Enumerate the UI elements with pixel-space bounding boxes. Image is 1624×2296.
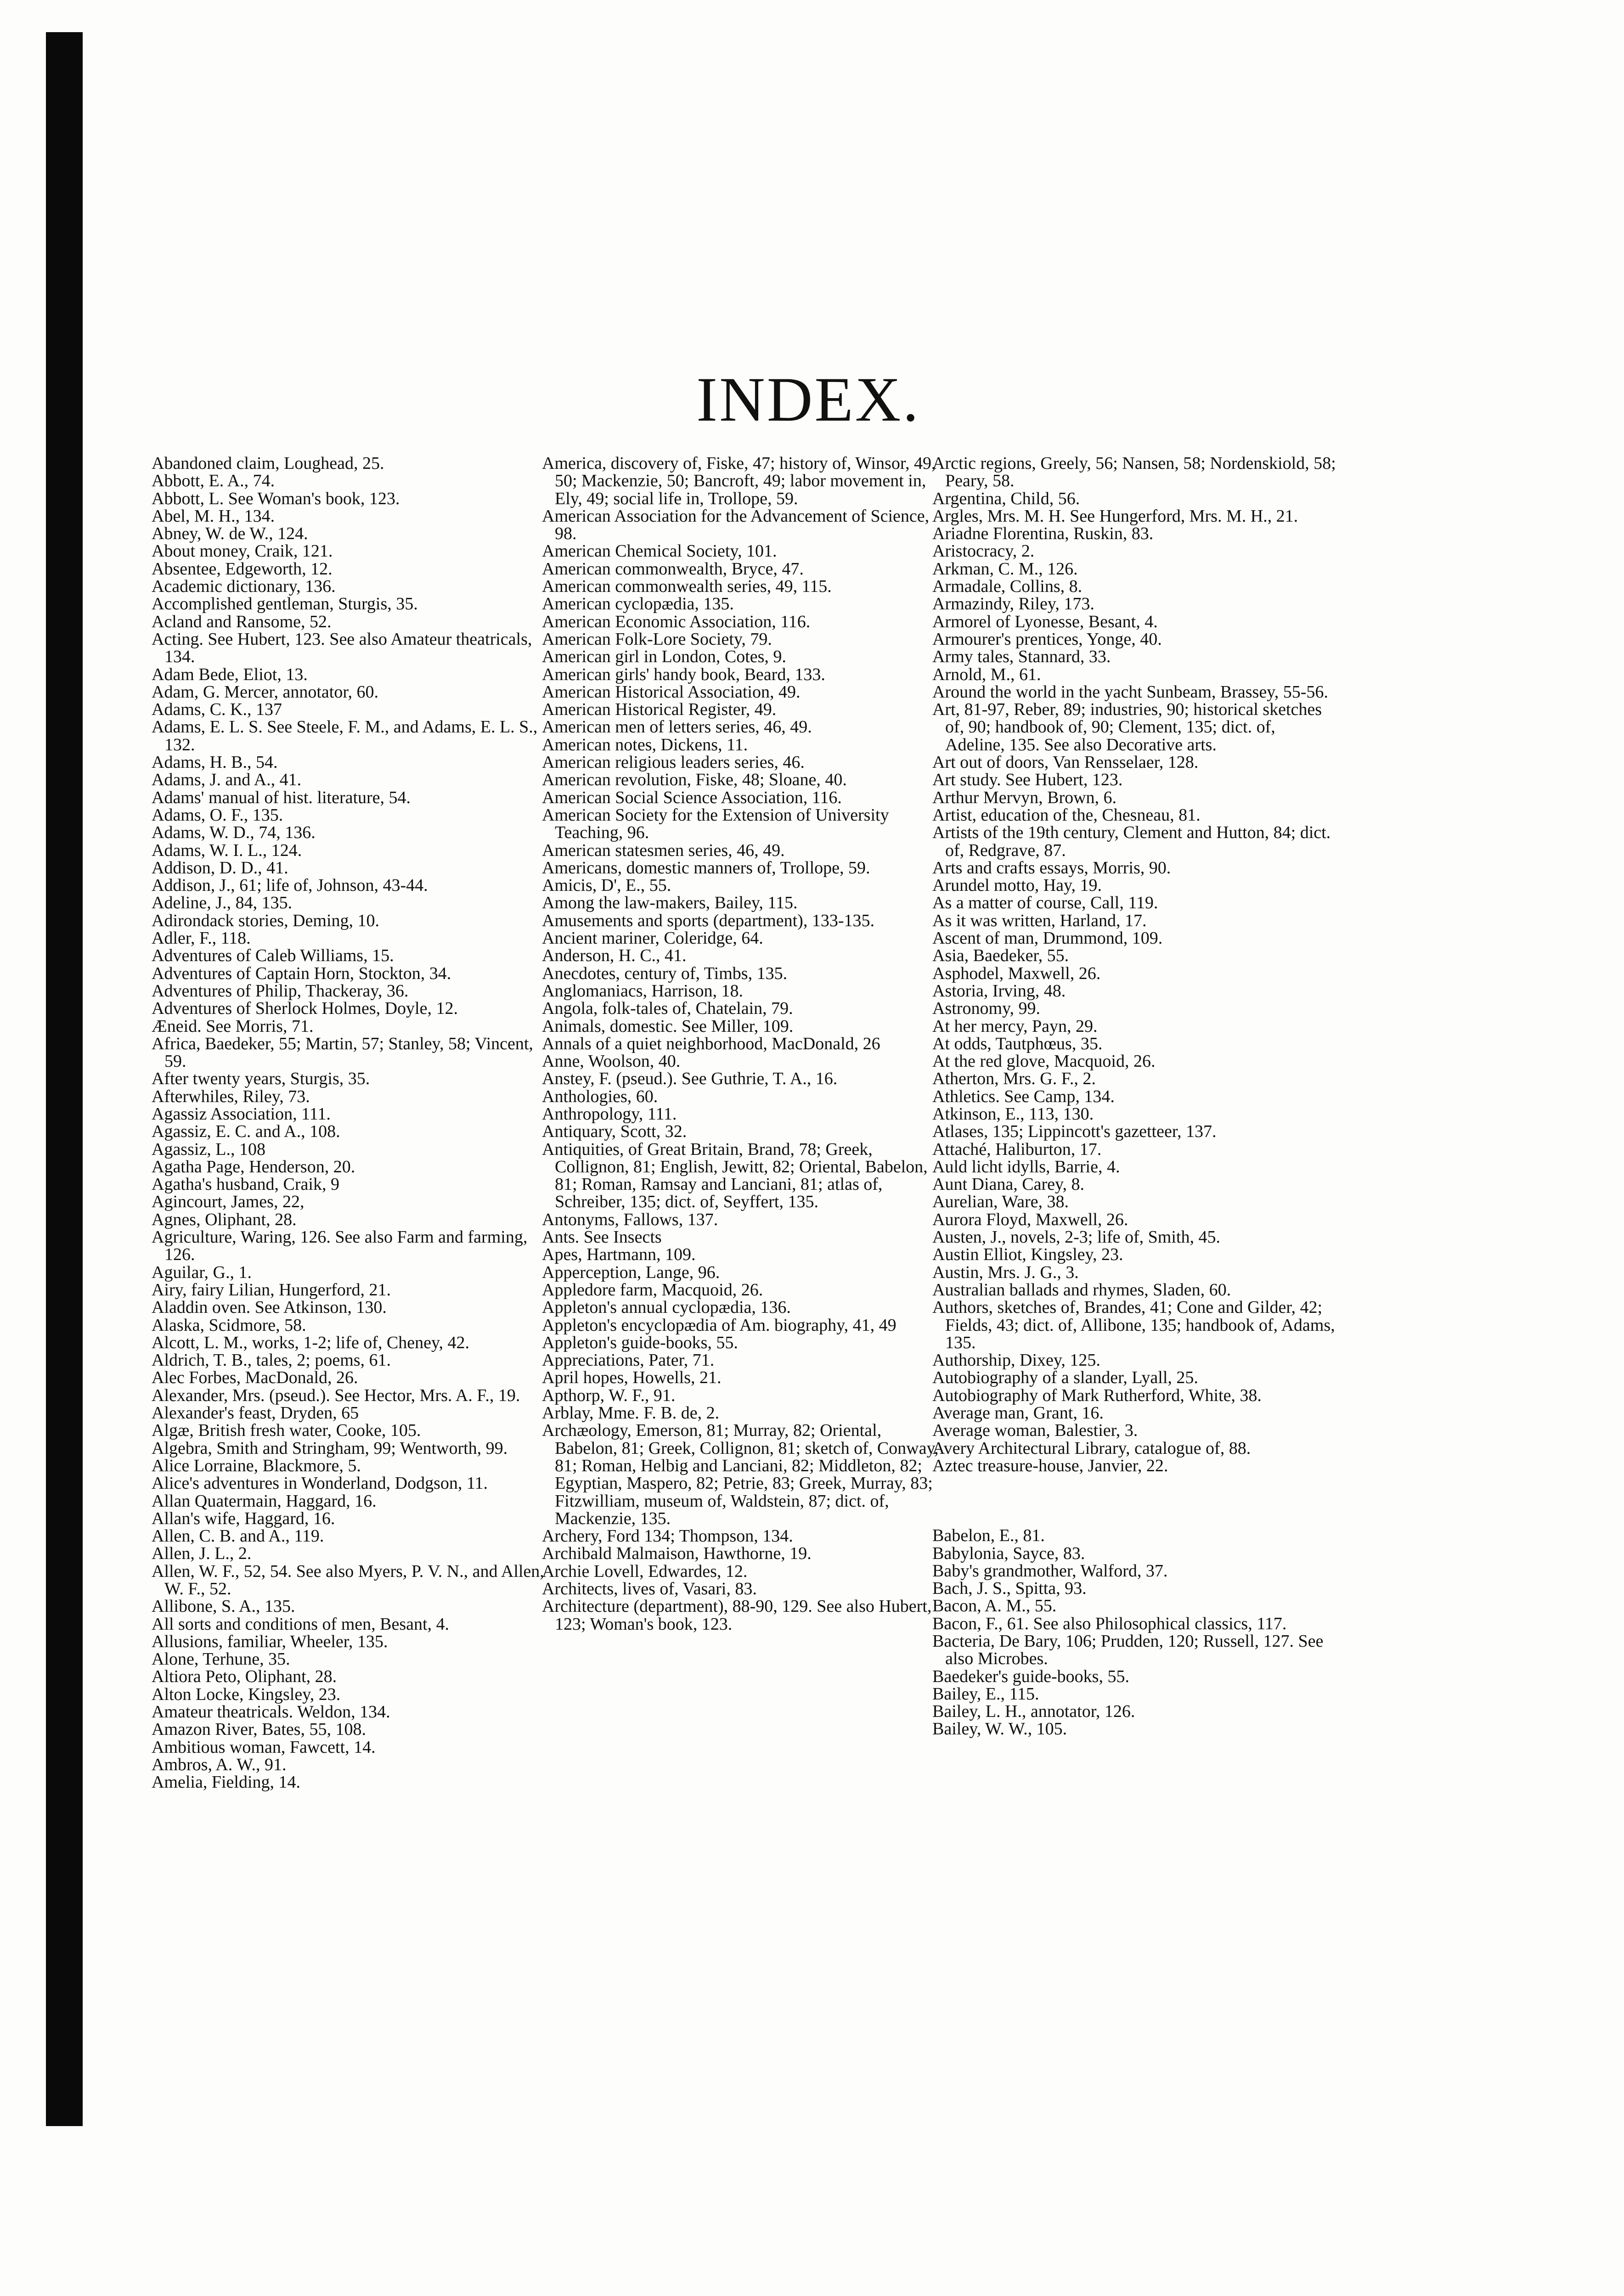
- index-entry: Babylonia, Sayce, 83.: [932, 1543, 1085, 1563]
- index-entry: As it was written, Harland, 17.: [932, 911, 1147, 930]
- index-entry: Ambitious woman, Fawcett, 14.: [152, 1737, 376, 1757]
- index-entry: Agassiz, E. C. and A., 108.: [152, 1122, 340, 1142]
- index-entry: Aladdin oven. See Atkinson, 130.: [152, 1298, 387, 1317]
- index-entry: Artists of the 19th century, Clement and Hutton, 84; dict. of, Redgrave, 87.: [932, 823, 1331, 860]
- index-entry: Ariadne Florentina, Ruskin, 83.: [932, 524, 1154, 544]
- binding-spine: [46, 32, 83, 2126]
- index-entry: Armazindy, Riley, 173.: [932, 594, 1094, 614]
- index-entry: Antiquary, Scott, 32.: [542, 1122, 687, 1142]
- index-entry: Antonyms, Fallows, 137.: [542, 1210, 718, 1229]
- index-entry: American Historical Register, 49.: [542, 700, 777, 720]
- index-entry: Athletics. See Camp, 134.: [932, 1086, 1115, 1106]
- index-entry: Adam, G. Mercer, annotator, 60.: [152, 682, 378, 702]
- index-entry: Aunt Diana, Carey, 8.: [932, 1175, 1084, 1194]
- index-entry: Alice's adventures in Wonderland, Dodgson, 11.: [152, 1474, 488, 1493]
- index-entry: American revolution, Fiske, 48; Sloane, 40.: [542, 770, 847, 790]
- index-entry: Allen, C. B. and A., 119.: [152, 1526, 324, 1546]
- index-entry: American cyclopædia, 135.: [542, 594, 734, 614]
- index-entry: Agriculture, Waring, 126. See also Farm and farming, 126.: [152, 1227, 528, 1265]
- index-entry: Agincourt, James, 22,: [152, 1192, 304, 1212]
- index-entry: Alec Forbes, MacDonald, 26.: [152, 1368, 358, 1388]
- index-entry: Addison, J., 61; life of, Johnson, 43-44.: [152, 876, 428, 895]
- index-entry: Adeline, J., 84, 135.: [152, 893, 293, 913]
- index-entry: Bailey, E., 115.: [932, 1684, 1039, 1704]
- index-entry: Archery, Ford 134; Thompson, 134.: [542, 1526, 793, 1546]
- index-entry: Aurelian, Ware, 38.: [932, 1192, 1069, 1212]
- index-entry: Afterwhiles, Riley, 73.: [152, 1086, 310, 1106]
- index-entry: Baedeker's guide-books, 55.: [932, 1666, 1129, 1686]
- index-entry: Antiquities, of Great Britain, Brand, 78; Greek, Collignon, 81; English, Jewitt, 82; Oriental, Babelon, 81; Roman, Ramsay and Lanciani, 81; atlas of, Schreiber, 135; dict. of, Seyffert, 135.: [542, 1139, 928, 1212]
- index-entry: Anthologies, 60.: [542, 1086, 658, 1106]
- index-entry: American Association for the Advancement of Science, 98.: [542, 506, 930, 544]
- index-entry: Art study. See Hubert, 123.: [932, 770, 1123, 790]
- index-entry: Academic dictionary, 136.: [152, 577, 336, 597]
- index-entry: Alexander, Mrs. (pseud.). See Hector, Mrs. A. F., 19.: [152, 1385, 520, 1405]
- index-entry: Artist, education of the, Chesneau, 81.: [932, 805, 1201, 825]
- index-entry: Acting. See Hubert, 123. See also Amateur theatricals, 134.: [152, 629, 532, 667]
- index-entry: Amateur theatricals. Weldon, 134.: [152, 1702, 390, 1722]
- index-entry: American notes, Dickens, 11.: [542, 735, 748, 754]
- index-entry: Appleton's annual cyclopædia, 136.: [542, 1298, 791, 1317]
- index-entry: American men of letters series, 46, 49.: [542, 717, 812, 737]
- index-entry: Adams, W. D., 74, 136.: [152, 823, 316, 843]
- index-entry: Allusions, familiar, Wheeler, 135.: [152, 1632, 388, 1651]
- index-entry: Anstey, F. (pseud.). See Guthrie, T. A., 16.: [542, 1069, 838, 1089]
- index-entry: Alaska, Scidmore, 58.: [152, 1315, 306, 1335]
- index-entry: Asia, Baedeker, 55.: [932, 946, 1069, 966]
- index-entry: Anecdotes, century of, Timbs, 135.: [542, 963, 788, 983]
- index-entry: Abandoned claim, Loughead, 25.: [152, 454, 384, 473]
- index-entry: Bacteria, De Bary, 106; Prudden, 120; Russell, 127. See also Microbes.: [932, 1632, 1324, 1669]
- index-entry: About money, Craik, 121.: [152, 541, 333, 561]
- index-entry: Authors, sketches of, Brandes, 41; Cone and Gilder, 42; Fields, 43; dict. of, Allibone, 135; handbook of, Adams, 135.: [932, 1298, 1335, 1352]
- index-entry: Allibone, S. A., 135.: [152, 1597, 295, 1616]
- index-entry: Architecture (department), 88-90, 129. See also Hubert, 123; Woman's book, 123.: [542, 1597, 932, 1634]
- index-entry: Austin, Mrs. J. G., 3.: [932, 1262, 1079, 1282]
- index-entry: Babelon, E., 81.: [932, 1526, 1045, 1546]
- index-entry: Australian ballads and rhymes, Sladen, 60.: [932, 1280, 1231, 1300]
- index-entry: Astoria, Irving, 48.: [932, 981, 1066, 1001]
- index-entry: Absentee, Edgeworth, 12.: [152, 559, 333, 579]
- index-entry: Adventures of Caleb Williams, 15.: [152, 946, 394, 966]
- index-entry: Agatha's husband, Craik, 9: [152, 1175, 339, 1194]
- index-entry: Atlases, 135; Lippincott's gazetteer, 137.: [932, 1122, 1217, 1142]
- page-title: INDEX.: [696, 364, 920, 434]
- index-entry: Æneid. See Morris, 71.: [152, 1016, 314, 1036]
- index-entry: Bacon, F., 61. See also Philosophical classics, 117.: [932, 1614, 1287, 1633]
- index-entry: American Social Science Association, 116.: [542, 788, 842, 807]
- index-entry: Bailey, L. H., annotator, 126.: [932, 1702, 1135, 1722]
- index-entry: Apthorp, W. F., 91.: [542, 1385, 676, 1405]
- index-entry: Algebra, Smith and Stringham, 99; Wentworth, 99.: [152, 1438, 508, 1458]
- index-entry: Arthur Mervyn, Brown, 6.: [932, 788, 1117, 807]
- index-entry: After twenty years, Sturgis, 35.: [152, 1069, 370, 1089]
- index-entry: Adventures of Philip, Thackeray, 36.: [152, 981, 409, 1001]
- index-entry: Average man, Grant, 16.: [932, 1403, 1104, 1423]
- index-entry: Adams, C. K., 137: [152, 700, 282, 720]
- index-entry: Alexander's feast, Dryden, 65: [152, 1403, 359, 1423]
- index-entry: American commonwealth series, 49, 115.: [542, 577, 832, 597]
- index-entry: Adams, J. and A., 41.: [152, 770, 302, 790]
- index-entry: Aurora Floyd, Maxwell, 26.: [932, 1210, 1128, 1229]
- index-entry: Art, 81-97, Reber, 89; industries, 90; historical sketches of, 90; handbook of, 90; Clement, 135; dict. of, Adeline, 135. See also Decorative arts.: [932, 700, 1322, 754]
- index-entry: Algæ, British fresh water, Cooke, 105.: [152, 1421, 421, 1441]
- index-entry: Appreciations, Pater, 71.: [542, 1351, 715, 1370]
- index-entry: Amicis, D', E., 55.: [542, 876, 671, 895]
- index-entry: Agassiz Association, 111.: [152, 1104, 331, 1124]
- index-entry: Acland and Ransome, 52.: [152, 612, 332, 631]
- index-entry: Architects, lives of, Vasari, 83.: [542, 1579, 757, 1598]
- index-entry: April hopes, Howells, 21.: [542, 1368, 722, 1388]
- index-entry: Appleton's guide-books, 55.: [542, 1333, 738, 1352]
- index-entry: Abbott, L. See Woman's book, 123.: [152, 489, 400, 508]
- index-entry: Aldrich, T. B., tales, 2; poems, 61.: [152, 1351, 391, 1370]
- index-entry: Accomplished gentleman, Sturgis, 35.: [152, 594, 418, 614]
- index-entry: American girl in London, Cotes, 9.: [542, 647, 786, 667]
- index-entry: Bach, J. S., Spitta, 93.: [932, 1579, 1087, 1598]
- index-entry: American Chemical Society, 101.: [542, 541, 777, 561]
- index-entry: Amazon River, Bates, 55, 108.: [152, 1720, 367, 1739]
- index-entry: Bacon, A. M., 55.: [932, 1596, 1057, 1616]
- index-entry: Anne, Woolson, 40.: [542, 1052, 681, 1071]
- index-entry: Alice Lorraine, Blackmore, 5.: [152, 1456, 361, 1475]
- index-entry: Archæology, Emerson, 81; Murray, 82; Oriental, Babelon, 81; Greek, Collignon, 81; sketch of, Conway, 81; Roman, Helbig and Lanciani, 82; Middleton, 82; Egyptian, Maspero, 82; Petrie, 83; Greek, Murray, 83; Fitzwilliam, museum of, Waldstein, 87; dict. of, Mackenzie, 135.: [542, 1421, 939, 1528]
- index-entry: Austin Elliot, Kingsley, 23.: [932, 1245, 1123, 1265]
- index-entry: Arts and crafts essays, Morris, 90.: [932, 858, 1171, 878]
- index-entry: Aztec treasure-house, Janvier, 22.: [932, 1456, 1168, 1475]
- index-entry: Angola, folk-tales of, Chatelain, 79.: [542, 999, 793, 1019]
- index-column-1: [152, 455, 556, 1791]
- index-entry: All sorts and conditions of men, Besant, 4.: [152, 1614, 450, 1634]
- index-entry: Ants. See Insects: [542, 1227, 662, 1247]
- index-entry: Amusements and sports (department), 133-135.: [542, 911, 874, 930]
- index-entry: At her mercy, Payn, 29.: [932, 1016, 1098, 1036]
- index-entry: Autobiography of a slander, Lyall, 25.: [932, 1368, 1198, 1388]
- index-entry: At odds, Tautphœus, 35.: [932, 1034, 1103, 1053]
- index-entry: Arnold, M., 61.: [932, 664, 1041, 684]
- index-entry: Art out of doors, Van Rensselaer, 128.: [932, 753, 1199, 772]
- index-entry: Abbott, E. A., 74.: [152, 471, 275, 491]
- index-entry: Americans, domestic manners of, Trollope, 59.: [542, 858, 870, 878]
- index-entry: American Folk-Lore Society, 79.: [542, 629, 772, 649]
- index-entry: Adams, H. B., 54.: [152, 753, 278, 772]
- index-entry: Ancient mariner, Coleridge, 64.: [542, 929, 763, 948]
- index-entry: Allan's wife, Haggard, 16.: [152, 1508, 335, 1528]
- index-entry: Asphodel, Maxwell, 26.: [932, 963, 1101, 983]
- index-entry: Abney, W. de W., 124.: [152, 524, 308, 544]
- index-entry: American Historical Association, 49.: [542, 682, 801, 702]
- index-entry: Baby's grandmother, Walford, 37.: [932, 1561, 1168, 1581]
- index-entry: Auld licht idylls, Barrie, 4.: [932, 1157, 1120, 1176]
- index-entry: At the red glove, Macquoid, 26.: [932, 1052, 1156, 1071]
- index-entry: Annals of a quiet neighborhood, MacDonald, 26: [542, 1034, 880, 1053]
- index-entry: Arkman, C. M., 126.: [932, 559, 1078, 579]
- index-entry: Agassiz, L., 108: [152, 1139, 266, 1159]
- index-entry: Adventures of Captain Horn, Stockton, 34.: [152, 963, 451, 983]
- index-entry: Argles, Mrs. M. H. See Hungerford, Mrs. M. H., 21.: [932, 506, 1298, 526]
- index-entry: America, discovery of, Fiske, 47; history of, Winsor, 49, 50; Mackenzie, 50; Bancroft, 49; labor movement in, Ely, 49; social life in, Trollope, 59.: [542, 454, 936, 508]
- index-entry: Airy, fairy Lilian, Hungerford, 21.: [152, 1280, 391, 1300]
- index-entry: Altiora Peto, Oliphant, 28.: [152, 1667, 337, 1687]
- index-entry: Agnes, Oliphant, 28.: [152, 1210, 297, 1229]
- index-entry: Among the law-makers, Bailey, 115.: [542, 893, 798, 913]
- index-entry: Avery Architectural Library, catalogue of, 88.: [932, 1438, 1251, 1458]
- index-entry: Armourer's prentices, Yonge, 40.: [932, 629, 1162, 649]
- index-entry: As a matter of course, Call, 119.: [932, 893, 1158, 913]
- index-entry: Adams, W. I. L., 124.: [152, 840, 302, 860]
- index-entry: American religious leaders series, 46.: [542, 753, 805, 772]
- index-entry: Attaché, Haliburton, 17.: [932, 1139, 1102, 1159]
- index-entry: Army tales, Stannard, 33.: [932, 647, 1111, 667]
- index-entry: Atherton, Mrs. G. F., 2.: [932, 1069, 1096, 1089]
- index-entry: Animals, domestic. See Miller, 109.: [542, 1016, 794, 1036]
- index-entry: Ambros, A. W., 91.: [152, 1755, 287, 1774]
- index-entry: Armadale, Collins, 8.: [932, 577, 1083, 597]
- index-entry: Apperception, Lange, 96.: [542, 1262, 720, 1282]
- index-entry: American Society for the Extension of University Teaching, 96.: [542, 805, 889, 843]
- index-entry: Argentina, Child, 56.: [932, 489, 1080, 508]
- index-entry: Agatha Page, Henderson, 20.: [152, 1157, 355, 1176]
- index-entry: Adler, F., 118.: [152, 929, 251, 948]
- index-entry: Allen, J. L., 2.: [152, 1544, 252, 1564]
- index-entry: Astronomy, 99.: [932, 999, 1041, 1019]
- index-entry: Amelia, Fielding, 14.: [152, 1773, 301, 1792]
- index-entry: Authorship, Dixey, 125.: [932, 1351, 1100, 1370]
- index-entry: Archie Lovell, Edwardes, 12.: [542, 1561, 748, 1581]
- index-entry: Ascent of man, Drummond, 109.: [932, 929, 1163, 948]
- index-entry: Anderson, H. C., 41.: [542, 946, 687, 966]
- index-entry: American Economic Association, 116.: [542, 612, 811, 631]
- index-entry: Adams, E. L. S. See Steele, F. M., and Adams, E. L. S., 132.: [152, 717, 538, 754]
- index-entry: Anthropology, 111.: [542, 1104, 677, 1124]
- index-entry: Adirondack stories, Deming, 10.: [152, 911, 380, 930]
- index-entry: American commonwealth, Bryce, 47.: [542, 559, 804, 579]
- index-entry: Addison, D. D., 41.: [152, 858, 288, 878]
- index-entry: Anglomaniacs, Harrison, 18.: [542, 981, 743, 1001]
- index-entry: Bailey, W. W., 105.: [932, 1719, 1067, 1739]
- index-entry: Adams, O. F., 135.: [152, 805, 283, 825]
- index-entry: Autobiography of Mark Rutherford, White, 38.: [932, 1385, 1262, 1405]
- index-entry: Around the world in the yacht Sunbeam, Brassey, 55-56.: [932, 682, 1328, 702]
- index-entry: Aguilar, G., 1.: [152, 1262, 252, 1282]
- index-entry: Apes, Hartmann, 109.: [542, 1245, 696, 1265]
- index-entry: Average woman, Balestier, 3.: [932, 1421, 1138, 1441]
- index-entry: Arblay, Mme. F. B. de, 2.: [542, 1403, 720, 1423]
- index-column-3: [932, 455, 1336, 1738]
- index-entry: Allan Quatermain, Haggard, 16.: [152, 1491, 377, 1511]
- index-entry: Allen, W. F., 52, 54. See also Myers, P. V. N., and Allen, W. F., 52.: [152, 1561, 544, 1598]
- index-entry: Alone, Terhune, 35.: [152, 1649, 290, 1669]
- index-entry: Adam Bede, Eliot, 13.: [152, 664, 308, 684]
- index-entry: Africa, Baedeker, 55; Martin, 57; Stanley, 58; Vincent, 59.: [152, 1034, 533, 1071]
- index-entry: Alton Locke, Kingsley, 23.: [152, 1684, 341, 1704]
- index-entry: Appledore farm, Macquoid, 26.: [542, 1280, 763, 1300]
- index-entry: American statesmen series, 46, 49.: [542, 840, 785, 860]
- index-entry: Appleton's encyclopædia of Am. biography, 41, 49: [542, 1315, 897, 1335]
- index-column-2: [542, 455, 942, 1633]
- index-entry: Atkinson, E., 113, 130.: [932, 1104, 1094, 1124]
- index-entry: Austen, J., novels, 2-3; life of, Smith, 45.: [932, 1227, 1220, 1247]
- index-entry: American girls' handy book, Beard, 133.: [542, 664, 825, 684]
- index-entry: Abel, M. H., 134.: [152, 506, 275, 526]
- index-entry: Arundel motto, Hay, 19.: [932, 876, 1102, 895]
- section-gap: [932, 1492, 1336, 1509]
- index-entry: Alcott, L. M., works, 1-2; life of, Cheney, 42.: [152, 1333, 469, 1352]
- index-entry: Arctic regions, Greely, 56; Nansen, 58; Nordenskiold, 58; Peary, 58.: [932, 454, 1336, 491]
- index-entry: Archibald Malmaison, Hawthorne, 19.: [542, 1544, 812, 1564]
- index-entry: Adventures of Sherlock Holmes, Doyle, 12.: [152, 999, 458, 1019]
- index-entry: Adams' manual of hist. literature, 54.: [152, 788, 411, 807]
- index-entry: Armorel of Lyonesse, Besant, 4.: [932, 612, 1158, 631]
- index-entry: Aristocracy, 2.: [932, 541, 1035, 561]
